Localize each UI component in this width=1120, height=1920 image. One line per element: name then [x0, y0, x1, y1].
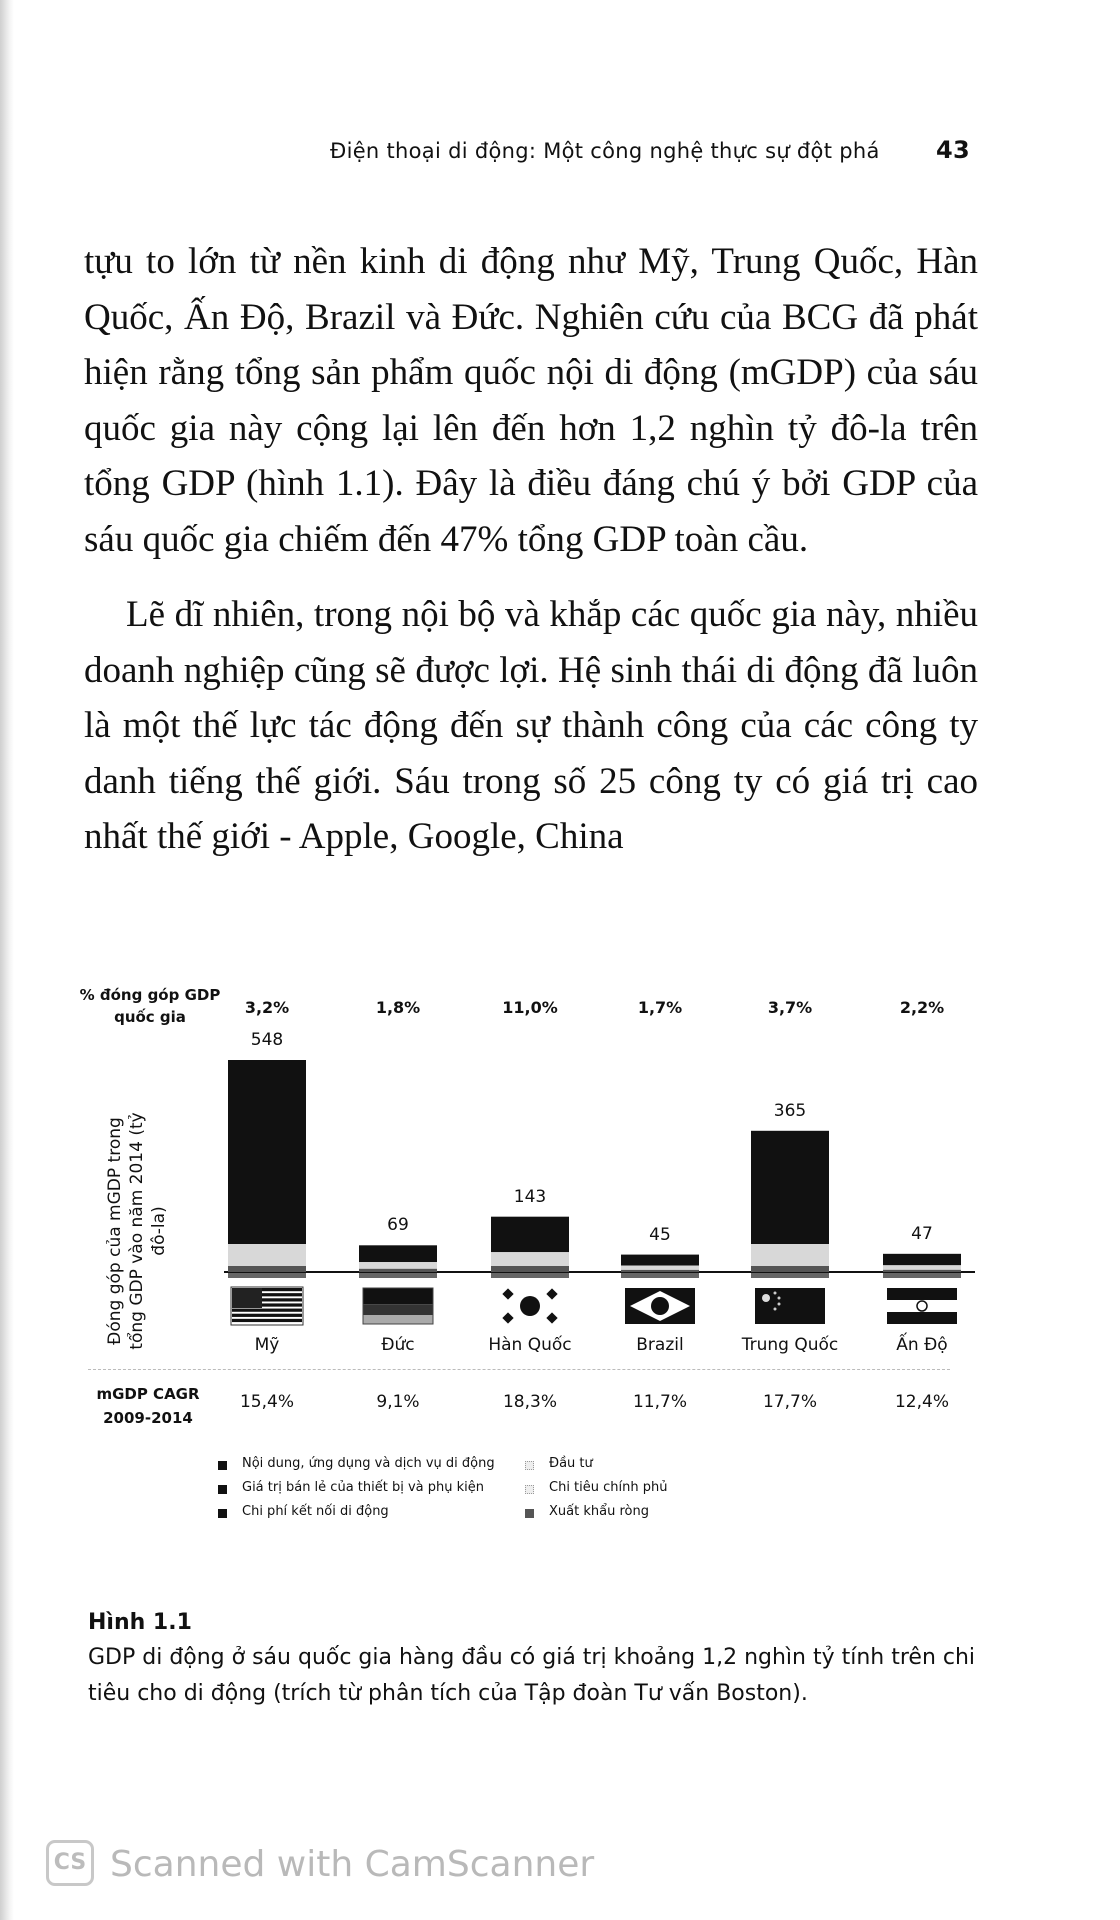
china-flag-icon [755, 1288, 825, 1324]
cagr-value: 11,7% [632, 1392, 687, 1412]
bar-1-main [228, 1060, 306, 1244]
brazil-flag-globe [651, 1297, 669, 1315]
bar-6-net-exports [883, 1273, 961, 1278]
legend-label: Nội dung, ứng dụng và dịch vụ di động [242, 1456, 495, 1471]
korea-flag-trigram [546, 1288, 557, 1299]
bar-5-mid-segment [751, 1266, 829, 1272]
country-name: Brazil [636, 1335, 684, 1355]
us-flag-canton [232, 1288, 262, 1308]
gdp-share-row-label: % đóng góp GDP quốc gia [79, 986, 221, 1026]
bar-6-light-segment [883, 1265, 961, 1270]
bar-1-light-segment [228, 1244, 306, 1266]
bar-value-label: 143 [513, 1186, 547, 1207]
separator-line-top [88, 1369, 950, 1370]
bar-4-main [621, 1255, 699, 1266]
bar-2-main [359, 1245, 437, 1262]
legend-swatch [218, 1509, 227, 1518]
korea-flag-trigram [546, 1312, 557, 1323]
country-name: Ấn Độ [896, 1335, 948, 1355]
bar-5-light-segment [751, 1244, 829, 1266]
germany-flag-band-2 [363, 1304, 433, 1315]
bar-1-net-exports [228, 1273, 306, 1278]
bar-2-mid-segment [359, 1269, 437, 1272]
bar-1-mid-segment [228, 1266, 306, 1272]
running-title: Điện thoại di động: Một công nghệ thực sự đột phá [330, 139, 880, 163]
china-flag-star [762, 1294, 770, 1302]
india-flag-band-middle [887, 1300, 957, 1312]
bar-value-label: 45 [649, 1224, 671, 1245]
legend-label: Chi tiêu chính phủ [549, 1480, 668, 1495]
paragraph-2: Lẽ dĩ nhiên, trong nội bộ và khắp các quốc gia này, nhiều doanh nghiệp cũng sẽ được lợi. Hệ sinh thái di động đã luôn là một thế lực tác động đến sự thành công của các công ty danh tiếng thế giới. Sáu trong số 25 công ty có giá trị cao nhất thế giới - Apple, Google, China [84, 594, 978, 857]
legend-label: Chi phí kết nối di động [242, 1504, 389, 1519]
us-flag-stripe [232, 1314, 302, 1317]
cagr-value: 9,1% [376, 1392, 420, 1412]
gdp-share-value: 3,7% [767, 998, 813, 1017]
bar-5-main [751, 1131, 829, 1244]
bar-3-light-segment [491, 1252, 569, 1266]
legend-swatch [525, 1509, 534, 1518]
gdp-share-value: 1,8% [375, 998, 421, 1017]
germany-flag-band-3 [363, 1315, 433, 1324]
cagr-row-label: mGDP CAGR 2009-2014 [96, 1385, 200, 1427]
bar-value-label: 548 [250, 1030, 284, 1050]
bar-6-main [883, 1254, 961, 1265]
bar-value-label: 69 [387, 1215, 409, 1236]
legend-swatch [218, 1461, 227, 1470]
gdp-share-value: 1,7% [637, 998, 683, 1017]
figure-1-1 [0, 960, 1120, 1519]
bar-4-net-exports [621, 1273, 699, 1278]
legend-label: Đầu tư [549, 1456, 593, 1471]
bar-3-net-exports [491, 1273, 569, 1278]
figure-caption [88, 1606, 988, 1712]
germany-flag-band-1 [363, 1288, 433, 1304]
country-name: Đức [381, 1335, 415, 1355]
gdp-share-value: 3,2% [244, 998, 290, 1017]
caption-title: Hình 1.1 [88, 1610, 192, 1635]
cagr-value: 12,4% [894, 1392, 949, 1412]
watermark-text: Scanned with CamScanner [110, 1844, 595, 1885]
running-head [330, 135, 970, 171]
camscanner-logo-icon: CS [46, 1840, 94, 1886]
bar-3-mid-segment [491, 1266, 569, 1272]
china-flag-small-star [774, 1292, 777, 1295]
china-flag-small-star [778, 1303, 781, 1306]
us-flag-stripe [232, 1309, 302, 1312]
legend-swatch [218, 1485, 227, 1494]
bar-value-label: 365 [773, 1100, 807, 1121]
bar-4-light-segment [621, 1266, 699, 1270]
bar-3-main [491, 1217, 569, 1252]
body-text [84, 234, 978, 865]
cagr-value: 15,4% [239, 1392, 294, 1412]
india-flag-band-bottom [887, 1312, 957, 1324]
camscanner-watermark [46, 1838, 606, 1890]
china-flag-small-star [774, 1308, 777, 1311]
page-number: 43 [936, 136, 970, 164]
legend-label: Xuất khẩu ròng [549, 1504, 649, 1519]
cagr-value: 17,7% [762, 1392, 817, 1412]
caption-text: GDP di động ở sáu quốc gia hàng đầu có giá trị khoảng 1,2 nghìn tỷ tính trên chi tiêu cho di động (trích từ phân tích của Tập đoàn Tư vấn Boston). [88, 1645, 976, 1706]
country-name: Trung Quốc [741, 1335, 839, 1355]
bar-4-mid-segment [621, 1270, 699, 1272]
gdp-share-value: 2,2% [899, 998, 945, 1017]
cagr-value: 18,3% [502, 1392, 557, 1412]
china-flag-small-star [778, 1297, 781, 1300]
korea-flag-trigram [502, 1312, 513, 1323]
country-name: Hàn Quốc [488, 1335, 572, 1355]
us-flag-stripe [232, 1319, 302, 1322]
gdp-share-value: 11,0% [502, 998, 558, 1017]
paragraph-1: tựu to lớn từ nền kinh di động như Mỹ, Trung Quốc, Hàn Quốc, Ấn Độ, Brazil và Đức. Nghiên cứu của BCG đã phát hiện rằng tổng sản phẩm quốc nội di động (mGDP) của sáu quốc gia này cộng lại lên đến hơn 1,2 nghìn tỷ đô-la trên tổng GDP (hình 1.1). Đây là điều đáng chú ý bởi GDP của sáu quốc gia chiếm đến 47% tổng GDP toàn cầu. [84, 241, 978, 560]
legend-swatch [525, 1461, 534, 1470]
legend-swatch [525, 1485, 534, 1494]
india-flag-band-top [887, 1288, 957, 1300]
bar-value-label: 47 [911, 1223, 933, 1244]
country-name: Mỹ [254, 1335, 280, 1355]
legend-label: Giá trị bán lẻ của thiết bị và phụ kiện [242, 1480, 484, 1495]
bar-2-light-segment [359, 1262, 437, 1269]
y-axis-title: Đóng góp của mGDP trong tổng GDP vào năm 2014 (tỷ đô-la) [105, 1112, 169, 1350]
bar-5-net-exports [751, 1273, 829, 1278]
korea-flag-icon [520, 1296, 540, 1316]
bar-2-net-exports [359, 1273, 437, 1278]
korea-flag-trigram [502, 1288, 513, 1299]
bar-6-mid-segment [883, 1270, 961, 1272]
